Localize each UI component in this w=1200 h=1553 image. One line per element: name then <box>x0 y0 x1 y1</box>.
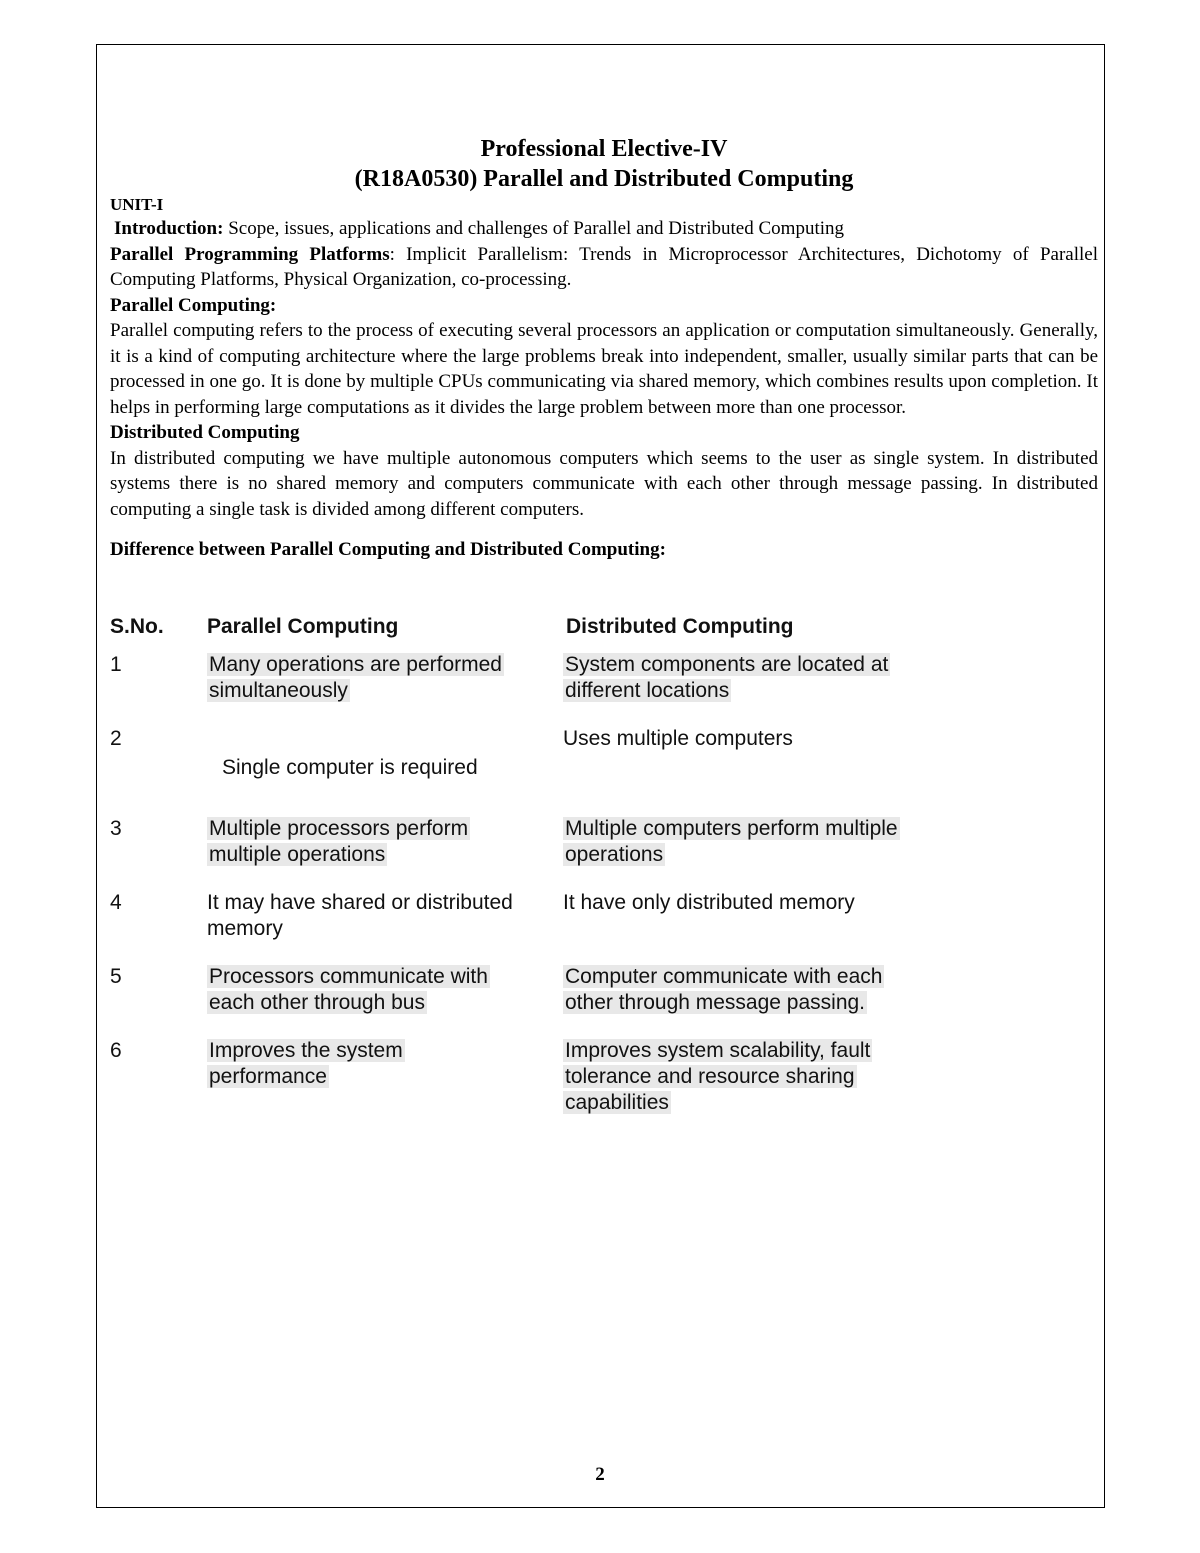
table-row <box>110 890 970 964</box>
distributed-cell-text: It have only distributed memory <box>563 891 855 914</box>
table-row <box>110 816 970 890</box>
distributed-cell <box>563 726 953 752</box>
table-row <box>110 726 970 816</box>
distributed-computing-heading: Distributed Computing <box>110 422 300 443</box>
introduction-label: Introduction: <box>114 218 224 239</box>
header-parallel: Parallel Computing <box>207 615 399 638</box>
distributed-computing-text: In distributed computing we have multiple autonomous computers which seems to the user as single system. In distributed systems there is no shared memory and computers communicate with each other through message passing. In distributed computing a single task is divided among different computers. <box>110 447 1098 520</box>
parallel-cell <box>207 755 570 781</box>
parallel-cell-text: Single computer is required <box>222 756 478 779</box>
difference-heading: Difference between Parallel Computing and Distributed Computing: <box>110 539 666 560</box>
table-row <box>110 652 970 726</box>
parallel-cell <box>207 652 555 704</box>
parallel-cell-text: Improves the system performance <box>209 1039 403 1088</box>
document-title <box>110 134 1098 194</box>
distributed-cell <box>563 964 928 1016</box>
parallel-cell-text: Multiple processors perform multiple operations <box>209 817 469 866</box>
table-header-row <box>110 614 970 652</box>
distributed-cell-text: Computer communicate with each other through message passing. <box>565 965 883 1014</box>
header-distributed: Distributed Computing <box>566 615 794 638</box>
parallel-cell <box>207 816 507 868</box>
distributed-cell-text: Uses multiple computers <box>563 727 793 750</box>
page-number: 2 <box>595 1464 605 1485</box>
distributed-cell <box>563 890 953 916</box>
row-number: 6 <box>110 1039 122 1062</box>
platforms-paragraph <box>110 242 1098 293</box>
introduction-paragraph <box>110 216 1098 242</box>
platforms-text: : Implicit Parallelism: Trends in Microprocessor Architectures, Dichotomy of Parallel Computing Platforms, Physical Organization, co-processing. <box>110 243 1098 290</box>
title-line-1: Professional Elective-IV <box>480 136 728 162</box>
row-number: 2 <box>110 727 122 750</box>
introduction-text: Scope, issues, applications and challenges of Parallel and Distributed Computing <box>223 218 844 239</box>
distributed-cell <box>563 652 953 704</box>
row-number: 4 <box>110 891 122 914</box>
parallel-cell-text: Many operations are performed simultaneously <box>209 653 502 702</box>
distributed-cell <box>563 816 953 868</box>
row-number: 3 <box>110 817 122 840</box>
parallel-computing-text: Parallel computing refers to the process of executing several processors an application or computation simultaneously. Generally, it is a kind of computing architecture where the large problems break into independent, smaller, usually similar parts that can be processed in one go. It is done by multiple CPUs communicating via shared memory, which combines results upon completion. It helps in performing large computations as it divides the large problem between more than one processor. <box>110 320 1098 418</box>
unit-label: UNIT-I <box>110 195 164 214</box>
comparison-table <box>110 614 970 1128</box>
platforms-label: Parallel Programming Platforms <box>110 243 390 265</box>
distributed-cell <box>563 1038 913 1116</box>
table-row <box>110 964 970 1038</box>
distributed-cell-text: Multiple computers perform multiple operations <box>565 817 898 866</box>
parallel-cell <box>207 1038 447 1090</box>
distributed-cell-text: Improves system scalability, fault tolerance and resource sharing capabilities <box>565 1039 871 1114</box>
parallel-cell <box>207 890 555 942</box>
title-line-2: (R18A0530) Parallel and Distributed Computing <box>354 166 854 192</box>
header-sno: S.No. <box>110 615 164 638</box>
row-number: 1 <box>110 653 122 676</box>
parallel-cell-text: It may have shared or distributed memory <box>207 891 513 940</box>
parallel-cell-text: Processors communicate with each other through bus <box>209 965 488 1014</box>
parallel-cell <box>207 964 527 1016</box>
parallel-computing-heading: Parallel Computing: <box>110 294 277 316</box>
table-row <box>110 1038 970 1128</box>
row-number: 5 <box>110 965 122 988</box>
document-body <box>110 134 1098 562</box>
distributed-cell-text: System components are located at different locations <box>565 653 889 702</box>
